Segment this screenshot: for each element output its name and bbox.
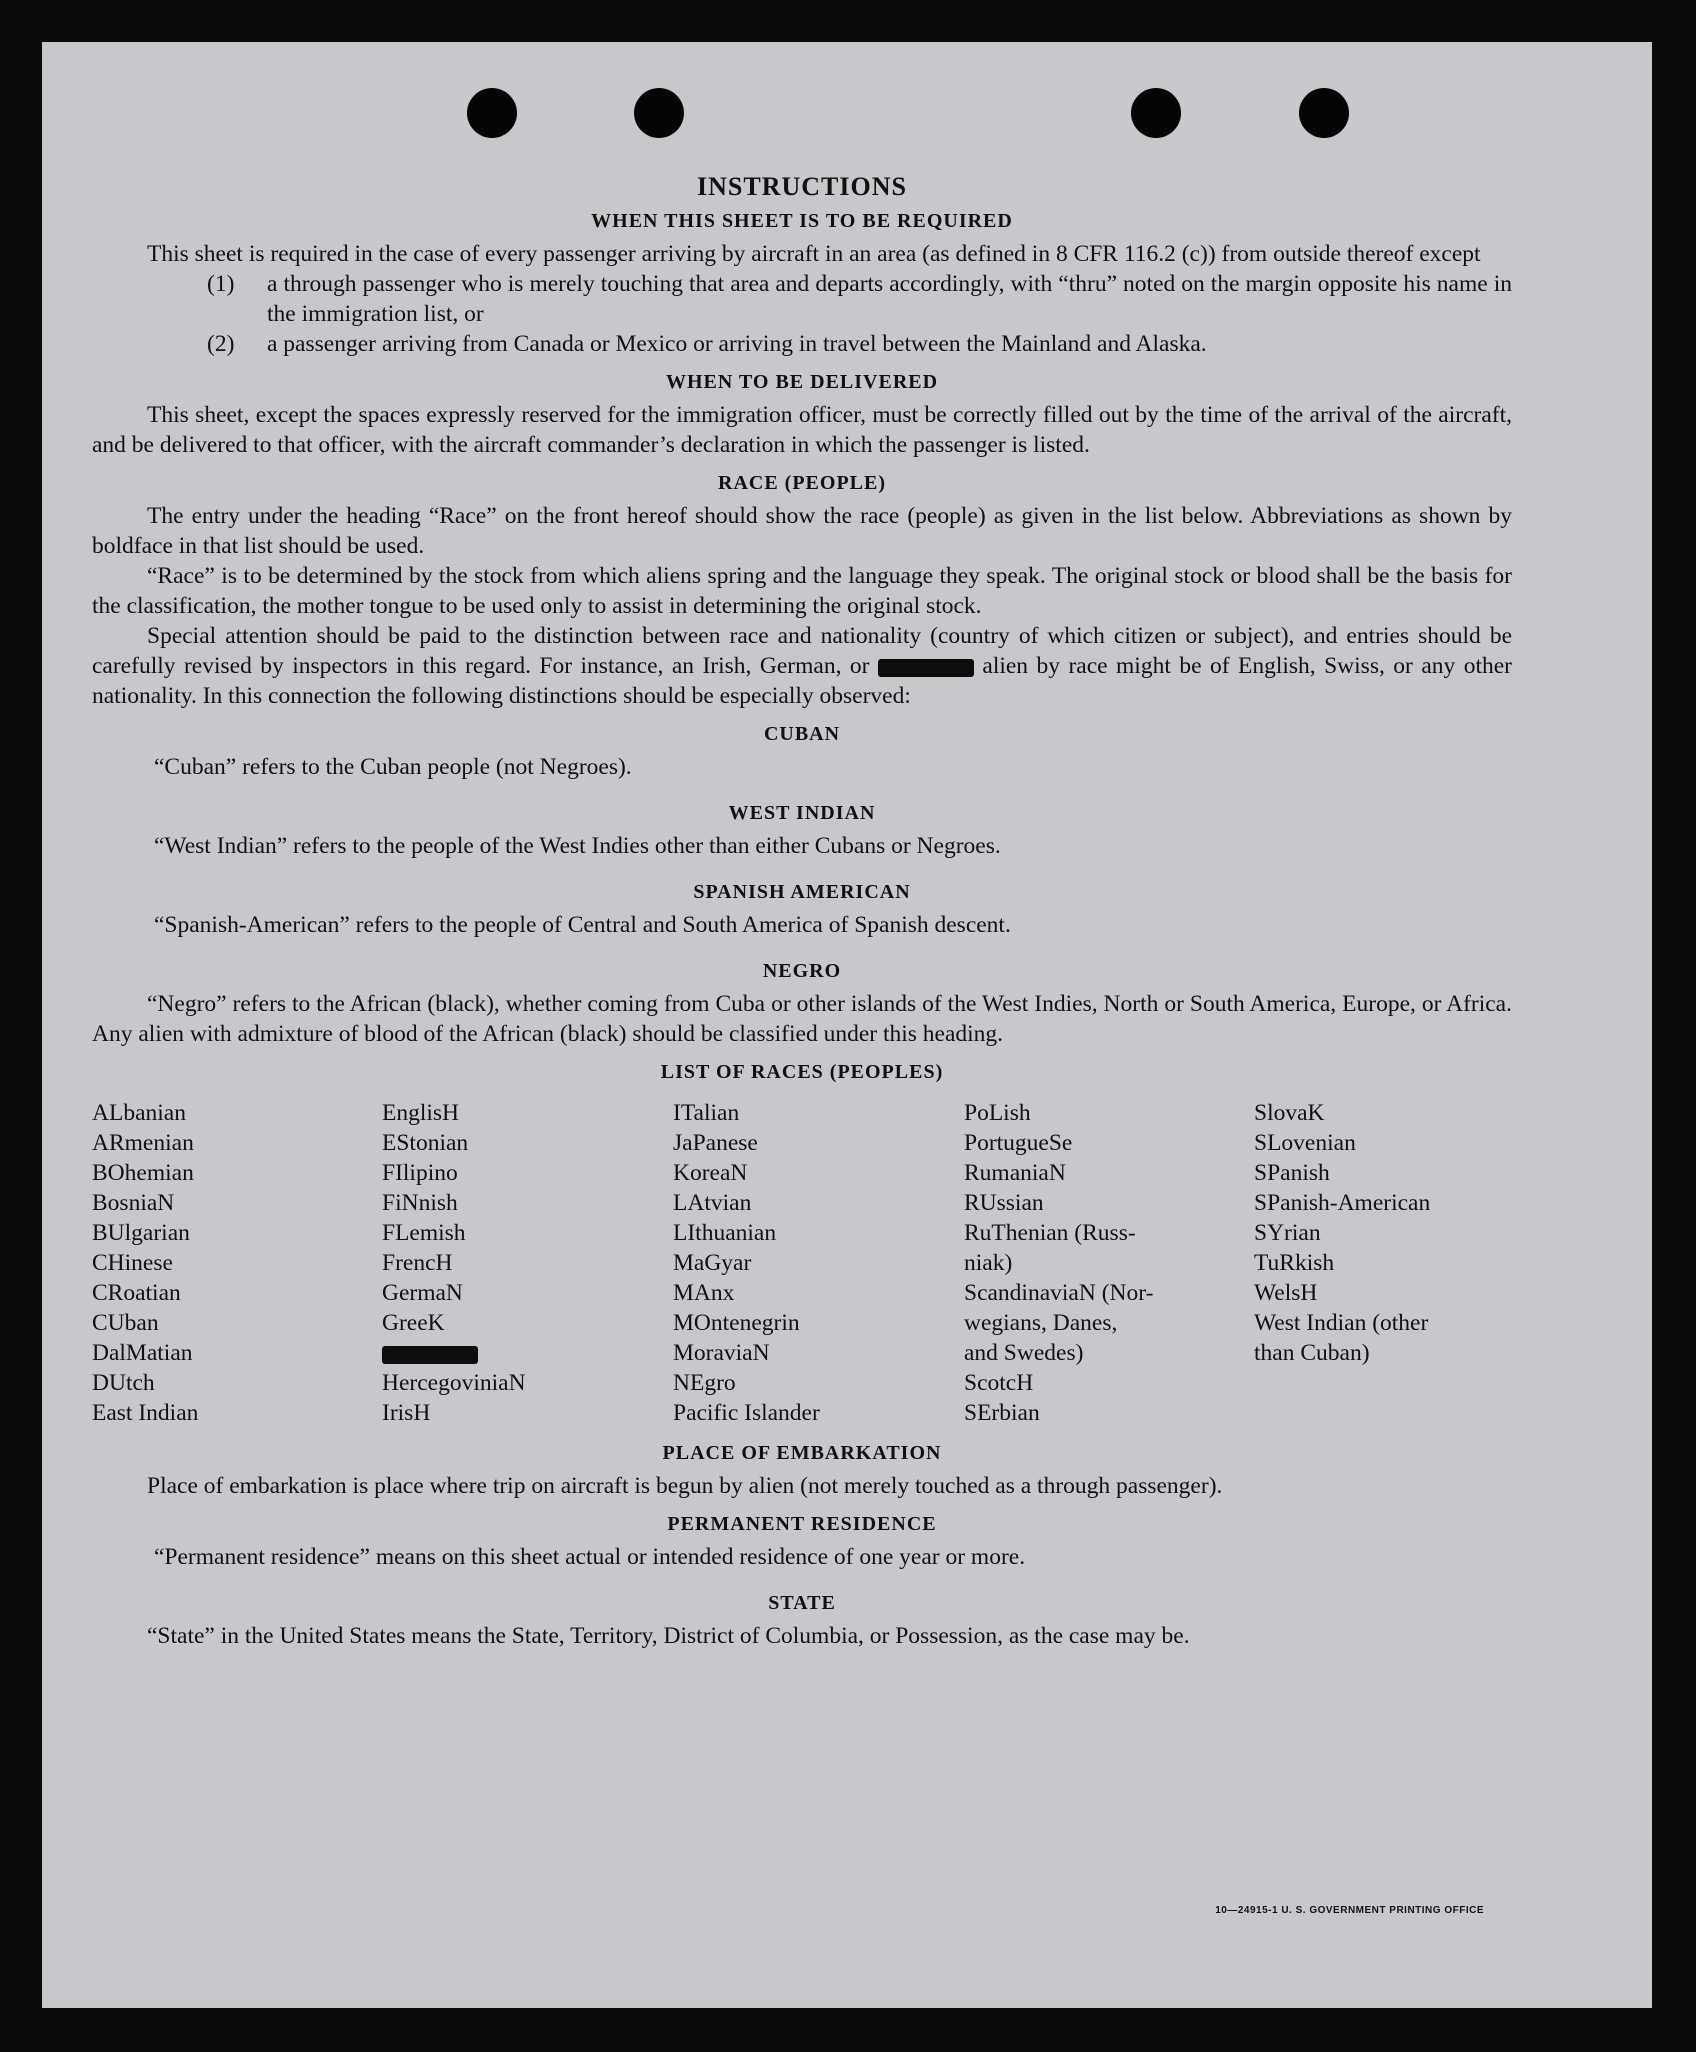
item-text: a passenger arriving from Canada or Mexico or arriving in travel between the Mainland and Alaska. xyxy=(267,331,1207,357)
race-entry: PortugueSe xyxy=(964,1130,1073,1156)
race-entry: GermaN xyxy=(382,1280,463,1306)
races-table xyxy=(92,1098,1512,1428)
paragraph-race-2: “Race” is to be determined by the stock from which aliens spring and the language they speak. The original stock or blood shall be the basis for the classification, the mother tongue to be used only to assist in determining the original stock. xyxy=(92,563,1512,619)
item-number: (2) xyxy=(207,331,235,357)
item-number: (1) xyxy=(207,271,235,297)
race-entry: SErbian xyxy=(964,1400,1040,1426)
race-entry: SLovenian xyxy=(1254,1130,1356,1156)
race-entry: RUssian xyxy=(964,1190,1044,1216)
race-entry: BUlgarian xyxy=(92,1220,190,1246)
races-column xyxy=(964,1098,1254,1428)
race-entry xyxy=(382,1338,673,1368)
paragraph-spanish-american: “Spanish-American” refers to the people of Central and South America of Spanish descent. xyxy=(154,912,1011,938)
races-column xyxy=(673,1098,964,1428)
punch-hole xyxy=(1131,88,1181,138)
race-entry: FIlipino xyxy=(382,1160,458,1186)
paragraph-negro: “Negro” refers to the African (black), whether coming from Cuba or other islands of the West Indies, North or South America, Europe, or Africa. Any alien with admixture of blood of the African (black) should be classified under this heading. xyxy=(92,991,1512,1047)
race-entry: PoLish xyxy=(964,1100,1031,1126)
race-entry: KoreaN xyxy=(673,1160,748,1186)
race-entry: SPanish-American xyxy=(1254,1190,1431,1216)
race-entry: ALbanian xyxy=(92,1100,186,1126)
race-entry: Pacific Islander xyxy=(673,1400,820,1426)
printer-imprint: 10—24915-1 U. S. GOVERNMENT PRINTING OFFICE xyxy=(1215,1905,1484,1916)
race-entry: FiNnish xyxy=(382,1190,458,1216)
heading-race: RACE (PEOPLE) xyxy=(718,472,886,494)
paragraph-permanent-residence: “Permanent residence” means on this sheet actual or intended residence of one year or more. xyxy=(154,1544,1026,1570)
race-entry: EnglisH xyxy=(382,1100,460,1126)
races-column xyxy=(92,1098,382,1428)
race-entry: BosniaN xyxy=(92,1190,175,1216)
heading-when-required: WHEN THIS SHEET IS TO BE REQUIRED xyxy=(591,210,1013,232)
races-column xyxy=(382,1098,673,1428)
redaction-mark xyxy=(878,659,974,677)
list-item xyxy=(92,269,1512,329)
paragraph-when-required: This sheet is required in the case of every passenger arriving by aircraft in an area (as defined in 8 CFR 116.2 (c)) from outside thereof except xyxy=(147,241,1481,267)
race-entry: TuRkish xyxy=(1254,1250,1335,1276)
race-entry: SlovaK xyxy=(1254,1100,1325,1126)
races-column xyxy=(1254,1098,1484,1428)
item-text: a through passenger who is merely touching that area and departs accordingly, with “thru” noted on the margin opposite his name in the immigration list, or xyxy=(267,271,1512,327)
race-entry: ScotcH xyxy=(964,1370,1034,1396)
list-item xyxy=(92,329,1512,359)
race-entry: ARmenian xyxy=(92,1130,194,1156)
race-entry: JaPanese xyxy=(673,1130,758,1156)
race-entry: MaGyar xyxy=(673,1250,752,1276)
punch-hole xyxy=(467,88,517,138)
punch-hole xyxy=(634,88,684,138)
race-entry: MoraviaN xyxy=(673,1340,770,1366)
race-entry: SPanish xyxy=(1254,1160,1330,1186)
race-entry: FLemish xyxy=(382,1220,466,1246)
paragraph-cuban: “Cuban” refers to the Cuban people (not Negroes). xyxy=(154,754,632,780)
race-entry: NEgro xyxy=(673,1370,736,1396)
heading-west-indian: WEST INDIAN xyxy=(728,802,876,824)
heading-spanish-american: SPANISH AMERICAN xyxy=(693,881,911,903)
race-entry: SYrian xyxy=(1254,1220,1321,1246)
heading-when-delivered: WHEN TO BE DELIVERED xyxy=(665,371,939,393)
race-entry: DUtch xyxy=(92,1370,155,1396)
race-entry: EStonian xyxy=(382,1130,469,1156)
heading-list-of-races: LIST OF RACES (PEOPLES) xyxy=(660,1061,944,1083)
race-entry: BOhemian xyxy=(92,1160,194,1186)
heading-negro: NEGRO xyxy=(762,960,842,982)
paragraph-race-3-part-b: alien by race might be of English, Swiss, or any other nationality. In this connection the following distinctions should be especially observed: xyxy=(92,653,1512,709)
race-entry: RuThenian (Russ- niak) xyxy=(964,1220,1136,1276)
race-entry: MOntenegrin xyxy=(673,1310,800,1336)
punch-hole xyxy=(1299,88,1349,138)
race-entry: East Indian xyxy=(92,1400,199,1426)
race-entry: LIthuanian xyxy=(673,1220,777,1246)
race-entry: FrencH xyxy=(382,1250,453,1276)
race-entry: ScandinaviaN (Nor- wegians, Danes, and Swedes) xyxy=(964,1280,1154,1366)
race-entry: RumaniaN xyxy=(964,1160,1066,1186)
race-entry: CHinese xyxy=(92,1250,173,1276)
heading-permanent-residence: PERMANENT RESIDENCE xyxy=(667,1513,937,1535)
race-entry: DalMatian xyxy=(92,1340,193,1366)
paragraph-embarkation: Place of embarkation is place where trip on aircraft is begun by alien (not merely touched as a through passenger). xyxy=(147,1473,1223,1499)
paragraph-state: “State” in the United States means the State, Territory, District of Columbia, or Possession, as the case may be. xyxy=(147,1623,1190,1649)
paragraph-west-indian: “West Indian” refers to the people of the West Indies other than either Cubans or Negroes. xyxy=(154,833,1001,859)
race-entry: GreeK xyxy=(382,1310,445,1336)
heading-state: STATE xyxy=(768,1592,836,1614)
paragraph-when-delivered: This sheet, except the spaces expressly reserved for the immigration officer, must be correctly filled out by the time of the arrival of the aircraft, and be delivered to that officer, with the aircraft commander’s declaration in which the passenger is listed. xyxy=(92,402,1512,458)
race-entry: CRoatian xyxy=(92,1280,181,1306)
paragraph-race-3 xyxy=(92,621,1512,711)
race-entry: LAtvian xyxy=(673,1190,752,1216)
document-page xyxy=(42,42,1652,2008)
race-entry: WelsH xyxy=(1254,1280,1318,1306)
race-entry: CUban xyxy=(92,1310,159,1336)
paragraph-race-3-part-a: Special attention should be paid to the distinction between race and nationality (country of which citizen or subject), and entries should be carefully revised by inspectors in this regard. For instance, an Irish, German, or xyxy=(92,623,1512,679)
race-entry: MAnx xyxy=(673,1280,735,1306)
paragraph-race-1: The entry under the heading “Race” on the front hereof should show the race (people) as given in the list below. Abbreviations as shown by boldface in that list should be used. xyxy=(92,503,1512,559)
heading-cuban: CUBAN xyxy=(763,723,841,745)
race-entry: HercegoviniaN xyxy=(382,1370,526,1396)
race-entry: ITalian xyxy=(673,1100,740,1126)
page-title: INSTRUCTIONS xyxy=(697,172,907,201)
race-entry: IrisH xyxy=(382,1400,431,1426)
heading-embarkation: PLACE OF EMBARKATION xyxy=(662,1442,942,1464)
redaction-mark xyxy=(382,1346,478,1364)
race-entry: West Indian (other than Cuban) xyxy=(1254,1310,1429,1366)
